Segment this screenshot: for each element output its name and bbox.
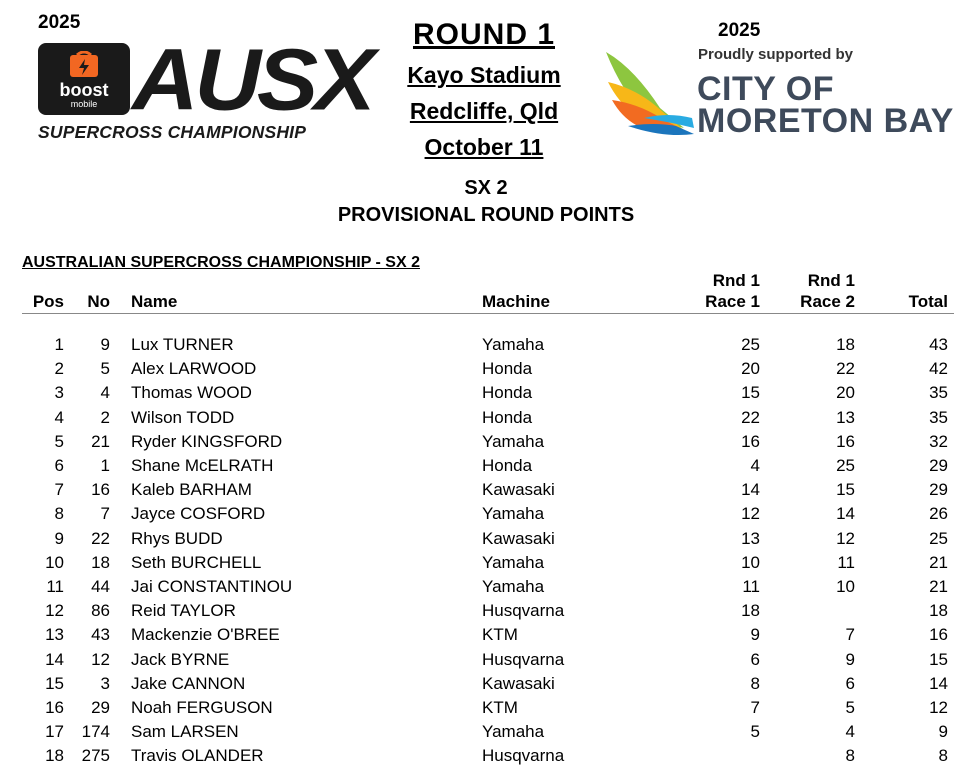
col-no-header: No (87, 292, 110, 311)
col-race1-header-top: Rnd 1 (712, 271, 760, 290)
row-total: 8 (938, 746, 948, 766)
row-race2: 12 (836, 528, 855, 548)
row-pos: 1 (54, 335, 64, 354)
row-total: 26 (929, 504, 948, 524)
mobile-word: mobile (70, 99, 98, 109)
row-race1: 8 (750, 673, 760, 693)
boost-mobile-badge (38, 43, 130, 115)
row-total: 21 (929, 552, 948, 572)
row-no: 43 (91, 625, 110, 645)
row-no: 275 (81, 746, 110, 766)
row-race2: 18 (836, 335, 855, 354)
col-race1-header: Race 1 (705, 292, 760, 311)
row-machine: Kawasaki (482, 673, 555, 693)
row-race1: 9 (750, 625, 760, 645)
row-machine: Yamaha (482, 577, 545, 596)
row-machine: KTM (482, 625, 518, 645)
col-race2-header: Race 2 (800, 292, 855, 311)
venue-title: Kayo Stadium (407, 62, 561, 88)
row-race1: 25 (741, 335, 760, 354)
row-race2: 20 (836, 383, 855, 403)
row-name: Ryder KINGSFORD (131, 431, 283, 451)
row-no: 16 (91, 480, 110, 500)
row-machine: Yamaha (482, 722, 545, 742)
row-race1: 16 (741, 431, 760, 451)
col-name-header: Name (131, 292, 178, 311)
row-total: 29 (929, 480, 948, 500)
row-race2: 7 (845, 625, 855, 645)
city-of-text: CITY OF (697, 70, 834, 108)
row-no: 2 (100, 407, 110, 427)
row-race1: 7 (750, 698, 760, 717)
row-pos: 11 (46, 577, 64, 596)
row-name: Travis OLANDER (131, 746, 264, 766)
row-machine: Yamaha (482, 335, 545, 354)
row-no: 1 (100, 456, 110, 475)
row-no: 5 (100, 359, 110, 379)
boost-bolt-icon (68, 51, 100, 79)
row-no: 4 (100, 383, 110, 403)
col-race2-header-top: Rnd 1 (807, 271, 855, 290)
row-race2: 10 (836, 577, 855, 596)
row-machine: Husqvarna (482, 601, 565, 621)
row-machine: Honda (482, 407, 533, 427)
row-machine: Kawasaki (482, 528, 555, 548)
row-total: 9 (938, 722, 948, 742)
row-pos: 17 (45, 722, 64, 742)
row-machine: KTM (482, 698, 518, 717)
row-no: 3 (100, 673, 110, 693)
row-machine: Honda (482, 359, 533, 379)
moreton-bay-text: MORETON BAY (697, 102, 954, 140)
row-machine: Yamaha (482, 504, 545, 524)
row-race1: 12 (741, 504, 760, 524)
row-no: 44 (91, 577, 110, 596)
row-no: 86 (91, 601, 110, 621)
row-name: Mackenzie O'BREE (131, 625, 280, 645)
row-machine: Kawasaki (482, 480, 555, 500)
row-machine: Yamaha (482, 552, 545, 572)
row-name: Jayce COSFORD (131, 504, 266, 524)
row-race2: 8 (845, 746, 855, 766)
col-total-header: Total (908, 292, 948, 311)
row-total: 32 (929, 431, 948, 451)
row-name: Noah FERGUSON (131, 698, 273, 717)
row-name: Jack BYRNE (131, 649, 230, 669)
row-race1: 18 (741, 601, 760, 621)
row-name: Sam LARSEN (131, 722, 239, 742)
row-race1: 15 (741, 383, 760, 403)
row-race2: 5 (845, 698, 855, 717)
row-machine: Husqvarna (482, 746, 565, 766)
row-pos: 16 (45, 698, 64, 717)
row-race2: 14 (836, 504, 855, 524)
boost-word: boost (59, 80, 109, 100)
row-race2: 22 (836, 359, 855, 379)
row-race1: 20 (741, 359, 760, 379)
ausx-subline: SUPERCROSS CHAMPIONSHIP (38, 122, 307, 142)
row-pos: 18 (45, 746, 64, 766)
row-race1: 10 (741, 552, 760, 572)
row-name: Jai CONSTANTINOU (131, 577, 293, 596)
row-no: 21 (91, 431, 110, 451)
provisional-title: PROVISIONAL ROUND POINTS (337, 204, 635, 226)
row-name: Kaleb BARHAM (131, 480, 252, 500)
row-name: Alex LARWOOD (131, 359, 257, 379)
row-race2: 15 (836, 480, 855, 500)
row-race2: 13 (836, 407, 855, 427)
row-pos: 14 (45, 649, 64, 669)
row-total: 18 (929, 601, 948, 621)
row-pos: 13 (45, 625, 64, 645)
ausx-logo (38, 31, 372, 150)
row-pos: 6 (54, 456, 64, 475)
left-year: 2025 (38, 12, 81, 33)
row-pos: 10 (45, 552, 64, 572)
class-title: SX 2 (464, 177, 508, 199)
row-machine: Honda (482, 383, 533, 403)
row-name: Lux TURNER (131, 335, 234, 354)
row-race2: 25 (836, 456, 855, 475)
row-no: 18 (91, 552, 110, 572)
row-total: 16 (929, 625, 948, 645)
row-machine: Husqvarna (482, 649, 565, 669)
row-pos: 15 (45, 673, 64, 693)
row-name: Rhys BUDD (131, 528, 223, 548)
row-pos: 12 (45, 601, 64, 621)
row-total: 35 (929, 383, 948, 403)
row-no: 174 (81, 722, 110, 742)
row-name: Jake CANNON (131, 673, 246, 693)
row-machine: Yamaha (482, 431, 545, 451)
row-total: 29 (929, 456, 948, 475)
row-total: 14 (929, 673, 948, 693)
round-title: ROUND 1 (412, 18, 555, 51)
row-race1: 14 (741, 480, 760, 500)
row-total: 12 (929, 698, 948, 717)
row-race1: 6 (750, 649, 760, 669)
ausx-wordmark: AUSX (132, 31, 372, 129)
row-pos: 8 (54, 504, 64, 524)
row-total: 15 (929, 649, 948, 669)
row-total: 21 (929, 577, 948, 596)
row-no: 22 (91, 528, 110, 548)
section-title: AUSTRALIAN SUPERCROSS CHAMPIONSHIP - SX 2 (22, 254, 420, 271)
row-total: 42 (929, 359, 948, 379)
row-total: 35 (929, 407, 948, 427)
row-race2: 16 (836, 431, 855, 451)
row-name: Wilson TODD (131, 407, 235, 427)
row-race2: 11 (837, 552, 855, 572)
row-pos: 5 (54, 431, 64, 451)
row-no: 9 (100, 335, 110, 354)
date-title: October 11 (424, 134, 544, 160)
row-race1: 11 (742, 577, 760, 596)
col-pos-header: Pos (32, 292, 64, 311)
row-race1: 13 (741, 528, 760, 548)
right-year: 2025 (718, 20, 761, 41)
row-race2: 4 (845, 722, 855, 742)
row-total: 25 (929, 528, 948, 548)
col-machine-header: Machine (482, 292, 551, 311)
row-race1: 5 (750, 722, 760, 742)
row-race2: 9 (845, 649, 855, 669)
row-name: Reid TAYLOR (131, 601, 236, 621)
row-no: 12 (91, 649, 110, 669)
row-no: 7 (100, 504, 110, 524)
row-total: 43 (929, 335, 948, 354)
row-pos: 7 (54, 480, 64, 500)
row-name: Shane McELRATH (131, 456, 274, 475)
row-race2: 6 (845, 673, 855, 693)
row-machine: Honda (482, 456, 533, 475)
location-title: Redcliffe, Qld (409, 98, 559, 124)
row-race1: 22 (741, 407, 760, 427)
row-pos: 9 (54, 528, 64, 548)
moreton-bay-swoosh-icon (604, 48, 696, 136)
row-pos: 3 (54, 383, 64, 403)
row-name: Thomas WOOD (131, 383, 252, 403)
supported-by-text: Proudly supported by (698, 46, 854, 63)
row-name: Seth BURCHELL (131, 552, 262, 572)
row-pos: 4 (54, 407, 64, 427)
header-divider (22, 313, 954, 314)
row-race1: 4 (750, 456, 760, 475)
row-no: 29 (91, 698, 110, 717)
row-pos: 2 (54, 359, 64, 379)
